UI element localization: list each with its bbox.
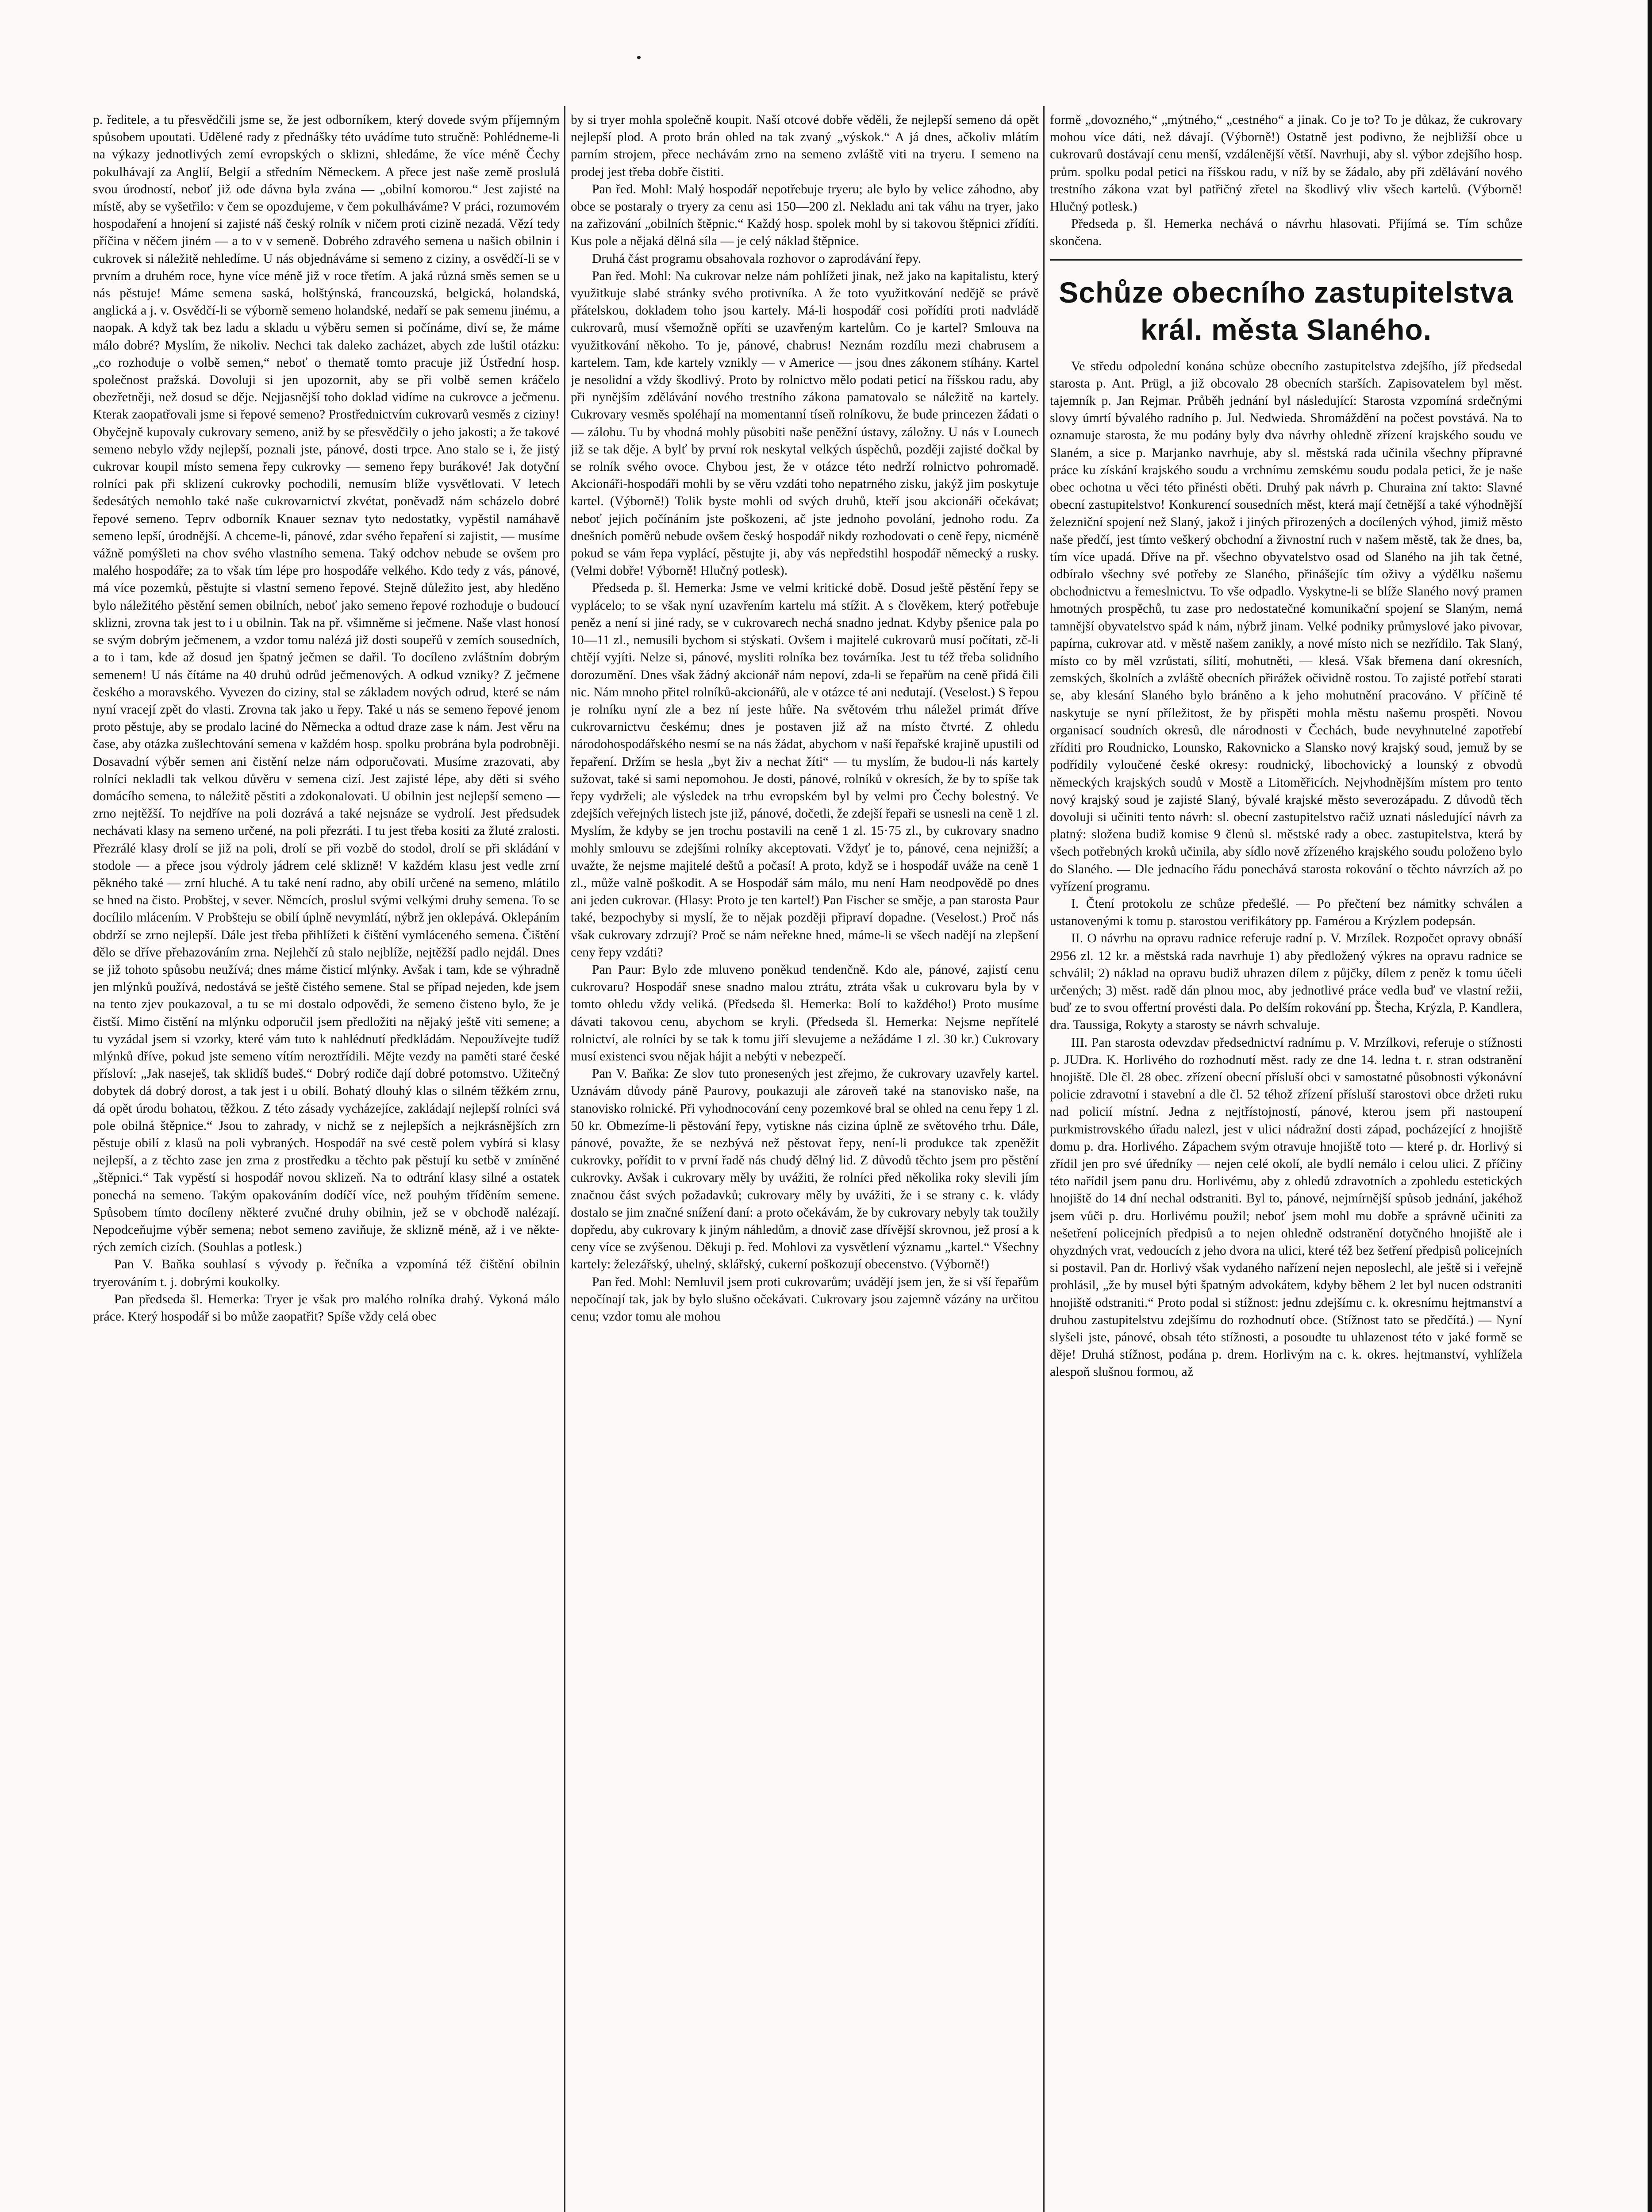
column-divider [1043, 106, 1045, 2212]
paragraph: Pan Paur: Bylo zde mluveno poněkud tendenčně. Kdo ale, pánové, zajistí cenu cukrovaru? Hospodář snese snadno malou ztrátu, ztráta však u cukrovaru byla by v tomto ohledu vždy veliká. (Předseda šl. Hemerka: Bolí to každého!) Proto musíme dávati takovou cenu, abychom se kryli. (Předseda šl. Hemerka: Nejsme nepřítelé rolnictví, ale rolníci by se tak k tomu jiří slevujeme a nežádáme 1 zl. 30 kr.) Cukrovary musí existenci svou nějak hájit a nebýti v nebezpečí. [571, 962, 1039, 1064]
paragraph: by si tryer mohla společně koupit. Naší otcové dobře věděli, že nejlepší semeno dá opět nejlepší plod. A proto brán ohled na tak zvaný „výskok.“ A já dnes, ačkoliv mlátím parním strojem, přece nechávám zrno na semeno zvláště viti na tryeru. I semeno na prodej jest třeba dobře čistiti. [571, 113, 1039, 179]
page-edge [1648, 0, 1652, 2212]
paragraph: Druhá část programu obsahovala rozhovor o zaprodávání řepy. [592, 251, 922, 266]
paragraph: formě „dovozného,“ „mýtného,“ „cestného“ a jinak. Co je to? To je důkaz, že cukrovary mohou více dáti, než dávají. (Výborně!) Ostatně jest podivno, že nejbližší obce u cukrovarů dostávají cenu menší, vzdálenější větší. Navrhuji, aby sl. výbor zdejšího hosp. prům. spolku podal petici na říšskou radu, v níž by se žádalo, aby při zdělávání nového trestního zákona vzat byl patřičný zřetel na škodlivý vliv všech kartelů. (Výborně! Hlučný potlesk.) [1050, 113, 1522, 214]
text-column-2 [571, 111, 1039, 2212]
paragraph: I. Čtení protokolu ze schůze předešlé. — Po přečtení bez námitky schválen a ustanovenými k tomu p. starostou verifikátory pp. Famérou a Krýzlem podepsán. [1050, 896, 1522, 929]
paragraph: III. Pan starosta odevzdav předsednictví radnímu p. V. Mrzílkovi, referuje o stížnosti p. JUDra. K. Horlivého do rozhodnutí měst. rady ze dne 14. ledna t. r. stran odstranění hnojiště. Dle čl. 28 obec. zřízení obecní přísluší obci v samostatné působnosti výkonávní policie zdravotní i stavební a dle čl. 52 téhož zřízení přísluší starostovi obce držeti ruku nad policií místní. Jedna z nejtřístojností, pánové, kterou jsem při nastoupení purkmistrovského úřadu nalezl, jest v ulici nádražní dosti západ, pocházející z hnojiště domu p. dra. Horlivého. Zápachem svým otravuje hnojiště toto — které p. dr. Horlivý si zřídil jen pro své úředníky — nejen celé okolí, ale bydlí nemálo i celou ulici. Z příčiny této nařídil jsem panu dru. Horlivému, aby z ohledů zdravotních a zpohledu estetických hnojiště do 14 dní nechal odstraniti. Byl to, pánové, nejmírnější spůsob jednání, jakéhož jsem vůči p. dru. Horlivému použil; neboť jsem mohl mu dobře a správně učiniti za nešetření policejních předpisů a to nejen ohledně odstranění dotyčného hnojiště ale i ohyzdných vrat, vedoucích z jeho dvora na ulici, které též bez šetření předpisů policejních si postavil. Pan dr. Horlivý však vydaného nařízení nejen neposlechl, ale ještě si i veřejně prohlásil, „že by musel býti špatným advokátem, kdyby během 2 let byl nucen odstraniti hnojiště odstraniti.“ Proto podal si stížnost: jednu zdejšímu c. k. okresnímu hejtmanství a druhou zastupitelstvu zdejšímu do rozhodnutí obce. (Stížnost tato se předčítá.) — Nyní slyšeli jste, pánové, obsah této stížnosti, a posoudte tu uhlazenost této v jaké formě se děje! Druhá stížnost, podána p. drem. Horlivým na c. k. okres. hejtmanství, vyhlížela alespoň slušnou formou, až [1050, 1035, 1522, 1379]
paragraph: Pan řed. Mohl: Malý hospodář nepotřebuje tryeru; ale bylo by velice záhodno, aby obce se postaraly o tryery za cenu asi 150—200 zl. Nekladu ani tak váhu na tryer, jako na zařizování „obilních štěpnic.“ Každý hosp. spolek mohl by si takovou štěpnici zřídíti. Kus pole a nějaká dělná síla — je celý náklad štěpnice. [571, 182, 1039, 249]
paragraph: Pan V. Baňka: Ze slov tuto pronesených jest zřejmo, že cukrovary uzavřely kartel. Uznávám důvody páně Paurovy, poukazuji ale zároveň také na stanovisko naše, na stanovisko rolnické. Při vyhodnocování ceny pozemkové bral se ohled na cenu řepy 1 zl. 50 kr. Obmezíme-li pěstování řepy, vytiskne nás cizina úplně ze světového trhu. Dále, pánové, považte, že se nezbývá než pěstovat řepy, není-li produkce tak zpeněžit cukrovky, pořídit to v první řadě nás chudý dělný lid. Z důvodů těchto jsem pro pěstění cukrovky. Avšak i cukrovary měly by uvážiti, že rolníci před několika roky slevili jím značnou část svých požadavků; cukrovary měly by uvážiti, že i se strany c. k. vlády dostalo se jim značné snížení daní: a proto očekávám, že by cukrovary nebyly tak toužily dopředu, aby cukrovary k jiným náhledům, a dnovič zase dřívější skrovnou, jež prosí a k ceny více se zvýšenou. Děkuji p. řed. Mohlovi za vysvětlení významu „kartel.“ Všechny kartely: železářský, uhelný, sklářský, cukerní poškozují obecenstvo. (Výborně!) [571, 1067, 1039, 1272]
paragraph: Ve středu odpolední konána schůze obecního zastupitelstva zdejšího, jíž předsedal starosta p. Ant. Prügl, a již obcovalo 28 obecních starších. Zapisovatelem byl měst. tajemník p. Jan Rejmar. Průběh jednání byl následující: Starosta vzpomíná srdečnými slovy úmrtí bývalého radního p. Jul. Nedwieda. Shromáždění na počest povstává. Na to oznamuje starosta, že mu podány byly dva návrhy ohledně zřízení krajského soudu ve Slaném, a sice p. Marjanko navrhuje, aby sl. městská rada učinila všechny přípravné práce ku získání krajského soudu a vrchnímu zemskému soudu podala petici, že je naše obec ochotna u věci této přinésti oběti. Druhý pak návrh p. Churaina zní takto: Slavné obecní zastupitelstvo! Konkurencí sousedních měst, která mají četnější a také výhodnější železniční spojení než Slaný, jakož i jiných přirozených a docílených výhod, jimiž město naše předčí, jest tímto veškerý obchodní a živnostní ruch v našem městě, tak že dnes, ba, tím více upadá. Dříve na př. všechno obyvatelstvo osad od Slaného na jih tak četné, odbíralo všechny své potřeby ze Slaného, přinášejíc tím oživy a výdělku našemu obchodnictvu a řemeslnictvu. To vše odpadlo. Vyskytne-li se blíže Slaného nový pramen hmotných prospěchů, tu zase pro nedostatečné komunikační spojení se Slaným, nemá tamnější obyvatelstvo spád k nám, nýbrž jinam. Velké podniky průmyslové jako pivovar, papírna, cukrovar atd. v městě našem zanikly, a nové místo nich se nezřídilo. Tak Slaný, místo co by měl vzrůstati, sílití, mohutněti, — klesá. Však břemena daní okresních, zemských, školních a zvláště obecních přirážek očividně rostou. To zajisté potřebí starati se, aby klesání Slaného bylo bráněno a k jeho mohutnění pracováno. V příčině té naskytuje se nyní příležitost, že by přispěti mohla městu našemu prospěti. Novou organisací soudních okresů, dle národnosti v Čechách, bude nevyhnutelné zapotřebí zříditi pro Roudnicko, Lounsko, Rakovnicko a Slansko nový krajský soud, jemuž by se podřídily vyloučené české okresy: roudnický, libochovický a lounský z obvodů německých krajských soudů v Mostě a Litoměřicích. Nejvhodnějším místem pro tento nový krajský soud je zajisté Slaný, bývalé krajské město severozápadu. Z důvodů těch dovoluji si učiniti tento návrh: sl. obecní zastupitelstvo račiž uznati následující návrh za platný: složena budiž komise 9 členů sl. městské rady a obec. zastupitelstva, která by všech potřebných kroků učinila, aby sídlo nově zřízeného krajského soudu položeno bylo do Slaného. — Dle jednacího řádu ponechává starosta rokování o těchto návrzích až po vyřízení programu. [1050, 359, 1522, 894]
text-column-3 [1050, 111, 1522, 2212]
article-separator [1050, 259, 1522, 261]
paragraph: Pan řed. Mohl: Nemluvil jsem proti cukrovarům; uvádějí jsem jen, že si vší řepařům nepočínají tak, jak by bylo slušno očekávati. Cukrovary jsou zajemně vázány na určitou cenu; vzdor tomu ale mohou [571, 1275, 1039, 1324]
article-headline: Schůze obecního zastupitelstva král. města Slaného. [1059, 276, 1514, 346]
paragraph: Pan předseda šl. Hemerka: Tryer je však pro malého rolníka drahý. Vykoná málo práce. Který hospodář si bo může zaopatřit? Spíše vždy celá obec [93, 1292, 560, 1324]
paragraph: II. O návrhu na opravu radnice referuje radní p. V. Mrzílek. Rozpočet opravy obnáší 2956 zl. 12 kr. a městská rada navrhuje 1) aby předložený výkres na opravu radnice se schválil; 2) náklad na opravu budiž uhrazen dílem z půjčky, dílem z peněz k tomu účeli určených; 3) měst. radě dán plnou moc, aby jednotlivé práce vedla buď ve vlastní režii, buď ze to svou offertní provésti dala. Po delším rokování pp. Štecha, Krýzla, P. Kandlera, dra. Taussiga, Rokyty a starosty se návrh schvaluje. [1050, 931, 1522, 1033]
paragraph: Předseda p. šl. Hemerka: Jsme ve velmi kritické době. Dosud ještě pěstění řepy se vyplácelo; to se však nyní uzavřením kartelu má stížit. A s člověkem, který potřebuje peněz a není si jiné rady, se v cukrovarech nechá snadno jednat. Kdyby pšenice pala po 10—11 zl., nemusili bychom si stýskati. Ovšem i majitelé cukrovarů musí počítati, zč-li chtějí vyjíti. Nelze si, pánové, mysliti rolníka bez továrníka. Jest tu též třeba solidního dorozumění. Dnes však žádný akcionář nám nepoví, zda-li se řepařům na ceně přidá čili nic. Nám mnoho přitel rolníků-akcionářů, ale v otázce té ani nedutají. (Veselost.) S řepou je rolníku nyní zle a bez ní jeste hůře. Na světovém trhu náležel primát dříve cukrovarnictvu českému; dnes je postaven již až na místo čtvrté. Z ohledu národohospodářského nesmí se na nás žádat, abychom v naší řepařské krajině upustili od řepaření. Držím se hesla „byt živ a nechat žíti“ — tu myslím, že budou-li nás kartely sužovat, také si sami nepomohou. Je dosti, pánové, rolníků v okresích, že by to spíše tak řepy vydrželi; ale výsledek na trhu evropském byl by velmi pro Čechy bolestný. Ve zdejších veřejných listech jste již, pánové, dočetli, že zdejší řepaři se usnesli na ceně 1 zl. Myslím, že kdyby se jen trochu postavili na ceně 1 zl. 15·75 zl., by cukrovary snadno mohly smlouvu se zdejšími rolníky akceptovati. Vždyť je to, pánové, cena nejnižší; a uvažte, že nejsme majitelé deštů a počasí! A proto, když se i hospodář uváže na ceně 1 zl., může valně poškodit. A se Hospodář sám málo, mu není Ham neodpovědě po dnes ani jeden cukrovar. (Hlasy: Proto je ten kartel!) Pan Fischer se směje, a pan starosta Paur také, bezpochyby si myslí, že to nějak později připraví dopadne. (Veselost.) Proč nás však cukrovary zdrzují? Proč se nám neřekne hned, máme-li se všech nadějí na zlepšení ceny řepy vzdáti? [571, 581, 1039, 960]
paragraph: Pan V. Baňka souhlasí s vývody p. řečníka a vzpomíná též čištění obilnin tryerováním t. j. dobrými koukolky. [93, 1257, 560, 1289]
text-column-1 [93, 111, 560, 2212]
paragraph: Pan řed. Mohl: Na cukrovar nelze nám pohlížeti jinak, než jako na kapitalistu, který využitkuje slabé stránky svého protivníka. A že toto využitkování nedějě se právě přátelskou, dokladem toho jsou kartely. Má-li hospodář cosi pořídíti proti nadvládě cukrovarů, musí všemožně opříti se uzavřeným kartelům. Co je kartel? Smlouva na využitkování někoho. To je, pánové, chabrus! Neznám rozdílu mezi chabrusem a kartelem. Tam, kde kartely vznikly — v Americe — jsou dnes zákonem stíhány. Kartel je nesolidní a vždy škodlivý. Proto by rolnictvo mělo podati peticí na říšskou radu, aby při nynějším zdělávání nového trestního zákona pamatovalo se náležitě na kartely. Cukrovary vesměs spoléhají na momentanní tíseň rolníkovu, že bude princezen žádati o — zálohu. Tu by vhodná mohly působiti naše peněžní ústavy, záložny. U nás v Lounech již se tak děje. A bylť by první rok neskytal velkých úspěchů, později zajisté dočkal by se rolník svého ovoce. Chybou jest, že v otázce této nedrží rolnictvo pohromadě. Akcionáři-hospodáři mohli by se věru vzdáti toho nepatrného zisku, jakýž jim poskytuje kartel. (Výborně!) Tolik byste mohli od svých druhů, kteří jsou akcionáři očekávat; neboť jejich počínáním jste poškozeni, ač jste jednoho povolání, jednoho rodu. Za dnešních poměrů nebude ovšem český hospodář nikdy rozhodovati o ceně řepy, nicméně pokud se vám řepa vyplácí, pěstujte ji, aby vás nepředstihl hospodář německý a rusky. (Velmi dobře! Výborně! Hlučný potlesk). [571, 269, 1039, 578]
paragraph: p. ředitele, a tu přesvědčili jsme se, že jest odborníkem, který dovede svým příjemným spůsobem upoutati. Udělené rady z přednášky této uvádíme tuto stručně: Pohlédneme-li na výkazy jednotlivých zemí evropských o sklizni, shledáme, že více méně Čechy pokulhávají za Anglií, Belgií a středním Německem. A přece jest naše země proslulá svou úrodností, neboť již ode dávna byla zvána — „obilní komorou.“ Jest zajisté na místě, aby se vyšetřilo: v čem se opozdujeme, v čem pokulháváme? V práci, rozumovém hospodaření a hnojení si zajisté náš český rolník v ničem proti cizině nezadá. Vězí tedy příčina v něčem jiném — a to v v semeně. Dobrého zdravého semena u našich obilnin i cukrovek si náležitě nehledíme. U nás objednáváme si semeno z ciziny, a osvědčí-li se v prvním a druhém roce, hyne více méně již v roce třetím. A jaká různá směs semen se u nás pěstuje! Máme semena saská, holštýnská, francouzská, belgická, holandská, anglická a j. v. Osvědčí-li se výborně semeno holandské, nedaří se pak semenu jinému, a naopak. A když tak bez ladu a skladu u výběru semen si počínáme, diví se, že máme málo dobré? Myslím, že nikoliv. Nechci tak daleko zacházet, abych zde luštil otázku: „co rozhoduje o volbě semen,“ neboť o thematě tomto pracuje již Ústřední hosp. společnost pražská. Dovoluji si jen upozornit, aby se při volbě semen kráčelo obezřetněji, než dosud se děje. Nejjasnější toho doklad vidíme na cukrovce a ječmenu. Kterak zaopatřovali jsme si řepové semeno? Prostřednictvím cukrovarů vesměs z ciziny! Obyčejně kupovaly cukrovary semeno, aniž by se přesvědčily o jeho jakosti; a že takové semeno nebylo vždy nejlepší, poznali jste, pánové, dosti trpce. Ano stalo se i, že jistý cukrovar koupil místo semena řepy cukrovky — semeno řepy burákové! Jak dotyční rolníci pak při sklizení cukrovky pochodili, nemusím blíže vysvětlovati. V letech šedesátých nemohlo také naše cukrovarnictví zkvétat, poněvadž nám scházelo dobré řepové semeno. Teprv odborník Knauer seznav tyto nedostatky, vypěstil namáhavě semeno lepší, úrodnější. A chceme-li, pánové, zdar svého řepaření si zajistit, — musíme vážně pomýšleti na chov svého vlastního semena. Taký odchov nebude se ovšem pro malého hospodáře; za to však tím lépe pro hospodáře velkého. Kdo tedy z vás, pánové, má více pozemků, pěstujte si vlastní semeno řepové. Stejně důležito jest, aby hleděno bylo náležitého pěstění semen obilních, neboť jako semeno řepové rozhoduje o budoucí sklizni, zrovna tak jest to i u obilnin. Tak na př. všimněme si ječmene. Naše vlast honosí se svým dobrým ječmenem, a vzdor tomu nalézá již dosti soupeřů v zemích sousedních, a to i tam, kde až dosud jen špatný ječmen se dařil. To docíleno zvláštním dobrým semenem! U nás čítáme na 40 druhů odrůd ječmenových. A odkud vzniky? Z ječmene českého a moravského. Vyvezen do ciziny, stal se základem nových odrud, které se nám nyní vracejí zpět do vlasti. Zrovna tak jako u řepy. Také u nás se semeno řepové jenom proto pěstuje, aby se prodalo laciné do Německa a odtud draze zase k nám. Jest věru na čase, aby otázka zušlechtování semena v každém hosp. spolku probrána byla podrobněji. Dosavadní výběr semen ani čistění nelze nám odporučovati. Musíme zrazovati, aby rolníci nekladli tak velkou důvěru v semena cizí. Jest zajisté lépe, aby děti si svého domácího semena, to náležitě pěstiti a zdokonalovati. U obilnin jest nejlepší semeno — zrno nejtěžší. To nejdříve na poli dozrává a také nejsnáze se vydrolí. Jest předsudek nechávati klasy na semeno určené, na poli přezráti. I tu jest třeba kositi za žluté zralosti. Přezrálé klasy drolí se již na poli, drolí se při vozbě do stodol, drolí se při skládání v stodole — a přece jsou výdroly jádrem celé sklizně! V každém klasu jest vedle zrní pěkného také — zrní hluché. A tu také není radno, aby obilí určené na semeno, mlátilo se hned na čisto. Probštej, v sever. Němcích, proslul svými velkými druhy semena. To se docílilo mlácením. V Probšteju se obilí úplně nevymlátí, nýbrž jen oklepává. Oklepáním obdrží se zrno nejlepší. Dále jest třeba přihlížeti k čištění vymláceného semena. Čištění dělo se dříve přehazováním zrna. Nejlehčí zů stalo nejblíže, nejtěžší padlo nejdál. Dnes se již tohoto spůsobu neužívá; dnes máme čisticí mlýnky. Avšak i tam, kde se výhradně jen mlýnků používá, nedostává se ještě čistého semene. Stal se případ nejeden, kde jsem na tento zjev poukazoval, a tu se mi dostalo odpovědi, že semeno čisteno bylo, že je čistší. Mimo čistění na mlýnku odporučil jsem předložiti na nějaký ještě viti semene; a tu vyzádal jsem si vzorky, které vám tuto k nahlédnutí předkládám. Nepoužívejte tudíž mlýnků dříve, pokud jste semeno vítím neroztřídili. Mějte vezdy na paměti staré české přísloví: „Jak naseješ, tak sklidíš budeš.“ Dobrý rodiče dají dobré potomstvo. Užitečný dobytek dá dobrý dorost, a tak jest i u obilí. Bohatý dlouhý klas o silném těžkém zrnu, dá opět úrodu bohatou, těžkou. Z této zásady vycházejíce, zakládají nejlepší rolníci svá pole obilná štěpnice.“ Jsou to zahrady, v nichž se z nejlepších a nejkrásnějších zrn pěstuje obilí z klasů na poli vybraných. Hospodář na své cestě polem vybírá si klasy nejlepší, a z těchto zase jen zrna z prostředku a těchto pak pěstují ku setbě v zmíněné „štěpnici.“ Tak vypěstí si hospodář novou sklizeň. Na to odtrání klasy silné a ostatek ponechá na semeno. Takým opakováním dodíčí více, než pouhým tříděním semene. Spůsobem tímto docíleny některé zvučné druhy obilnin, jež se v obchodě nalézají. Nepodceňujme výběr semena; nebot semeno zaviňuje, že sklizně méně, až i ve některých zemích cizích. (Souhlas a potlesk.) [93, 113, 560, 1255]
column-divider [564, 106, 565, 2212]
paragraph: Předseda p. šl. Hemerka nechává o návrhu hlasovati. Přijímá se. Tím schůze skončena. [1050, 217, 1522, 249]
print-speck [637, 56, 641, 59]
